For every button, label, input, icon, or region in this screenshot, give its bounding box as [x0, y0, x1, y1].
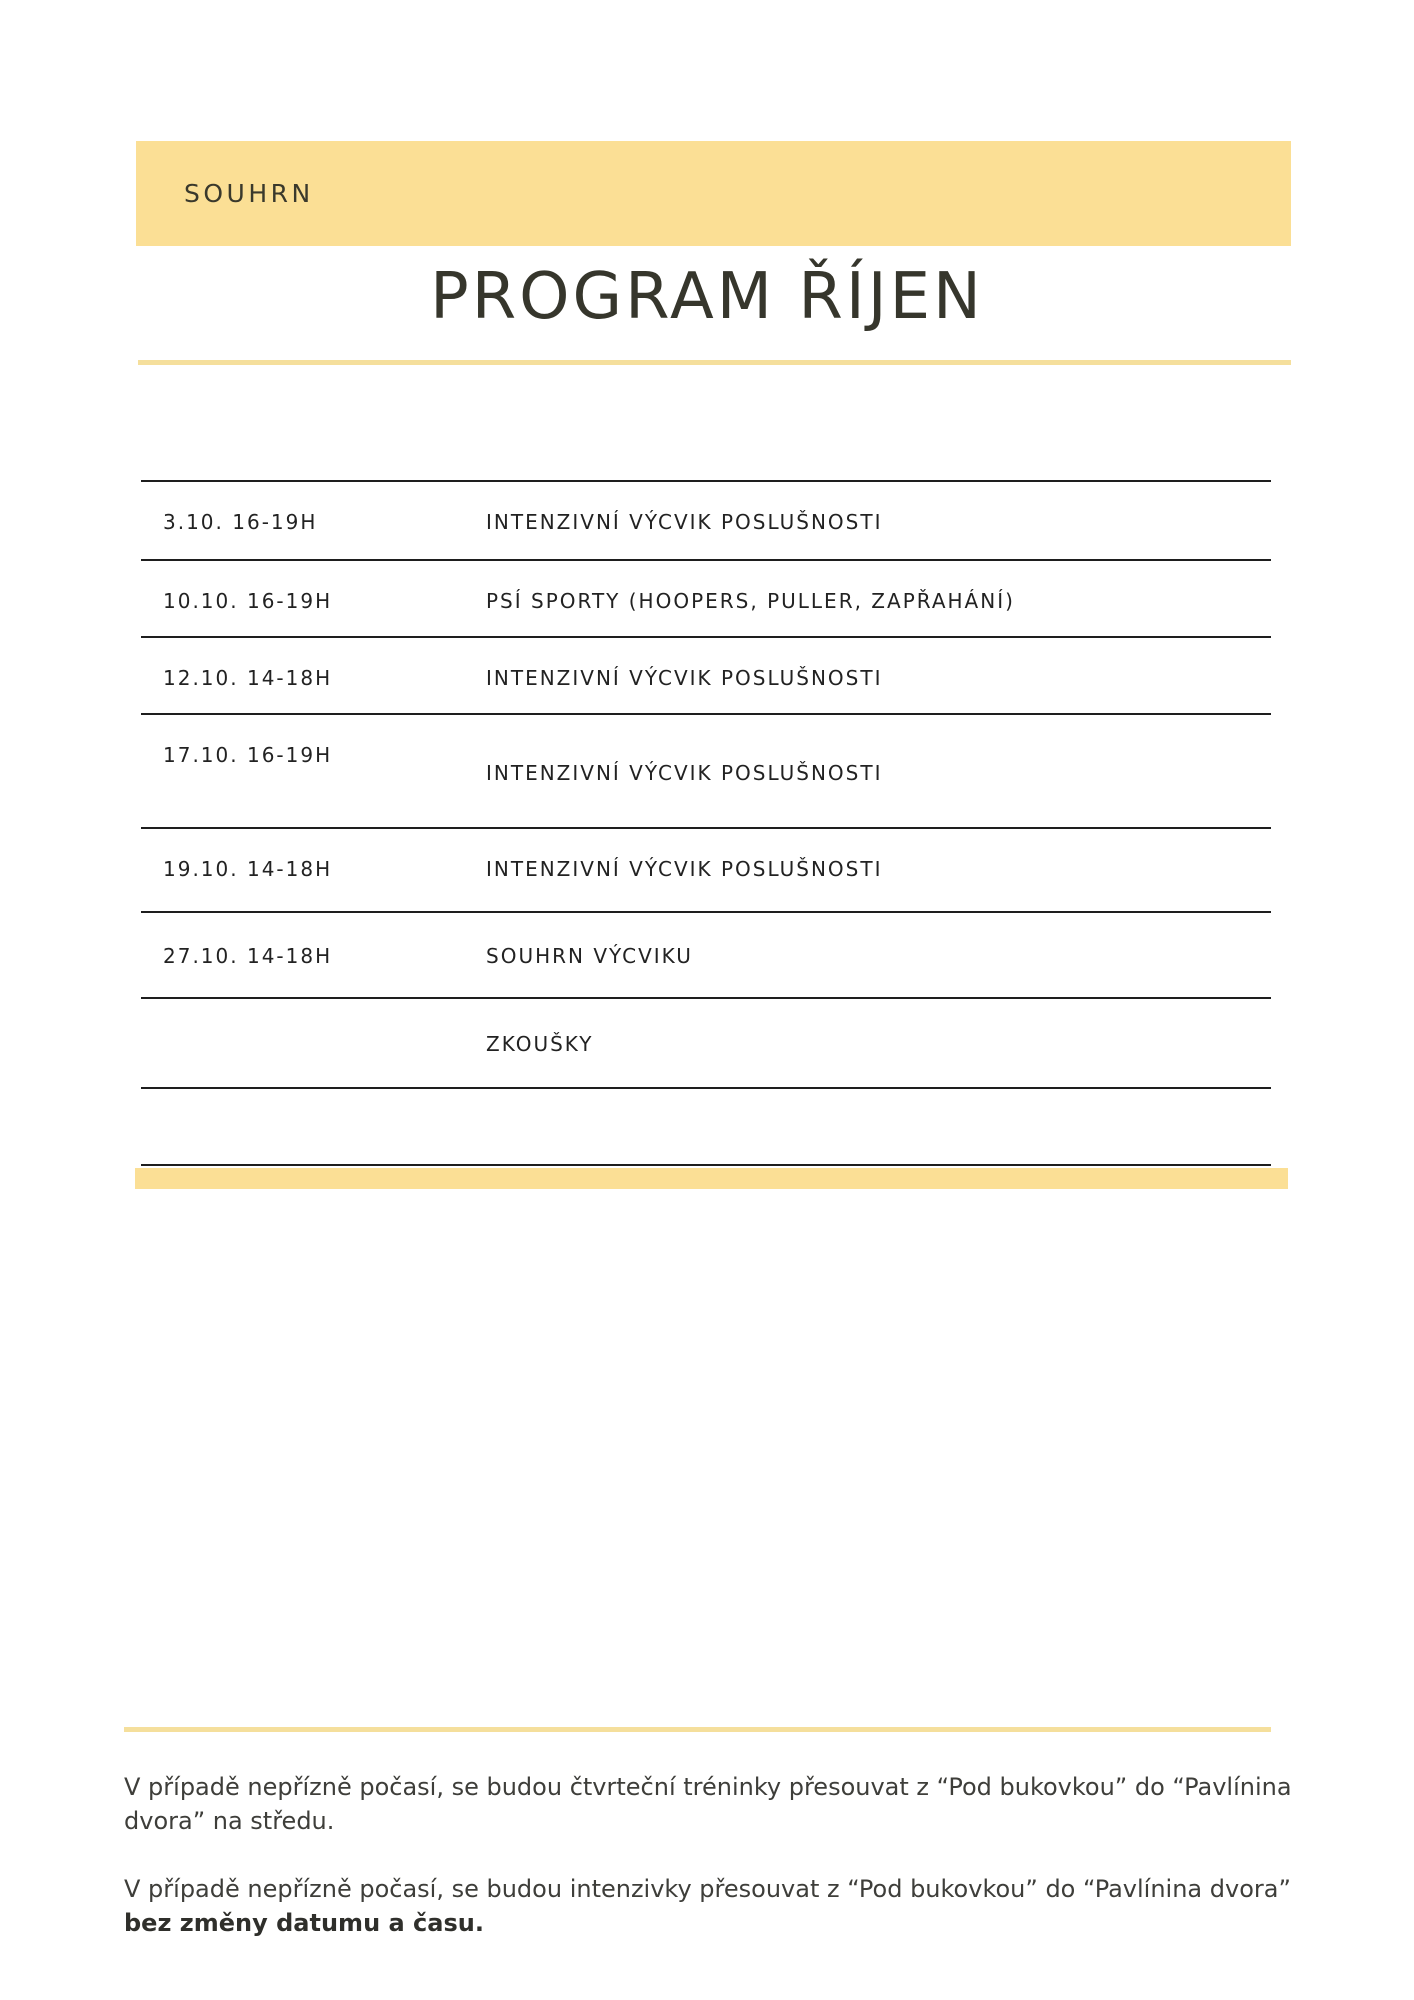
schedule-activity: PSÍ SPORTY (HOOPERS, PULLER, ZAPŘAHÁNÍ) [486, 589, 1015, 613]
schedule-row [141, 715, 1271, 829]
schedule-row-empty [141, 1089, 1271, 1166]
schedule-row [141, 482, 1271, 561]
footer-divider [124, 1727, 1271, 1732]
footer-notes [124, 1770, 1294, 1974]
title-divider [138, 360, 1291, 365]
weather-note-thursday: V případě nepřízně počasí, se budou čtvrteční tréninky přesouvat z “Pod bukovkou” do “Pavlínina dvora” na středu. [124, 1773, 1292, 1835]
schedule-activity: INTENZIVNÍ VÝCVIK POSLUŠNOSTI [486, 510, 883, 534]
schedule-row [141, 638, 1271, 715]
schedule-activity: ZKOUŠKY [486, 1032, 594, 1056]
schedule-date: 19.10. 14-18H [163, 857, 333, 881]
weather-note-intensive [124, 1872, 1294, 1940]
schedule-date: 10.10. 16-19H [163, 589, 333, 613]
page-title: PROGRAM ŘÍJEN [430, 260, 984, 334]
schedule-row [141, 829, 1271, 913]
schedule-date: 12.10. 14-18H [163, 666, 333, 690]
schedule-activity: INTENZIVNÍ VÝCVIK POSLUŠNOSTI [486, 761, 883, 785]
section-label: SOUHRN [184, 179, 314, 208]
schedule-activity: INTENZIVNÍ VÝCVIK POSLUŠNOSTI [486, 857, 883, 881]
schedule-activity: INTENZIVNÍ VÝCVIK POSLUŠNOSTI [486, 666, 883, 690]
schedule-date: 27.10. 14-18H [163, 944, 333, 968]
weather-note-intensive-bold: bez změny datumu a času. [124, 1909, 484, 1937]
schedule-date: 17.10. 16-19H [163, 743, 333, 767]
schedule-date: 3.10. 16-19H [163, 510, 318, 534]
schedule-table [141, 480, 1271, 1166]
schedule-activity: SOUHRN VÝCVIKU [486, 944, 693, 968]
header-band [136, 141, 1291, 246]
schedule-row [141, 561, 1271, 638]
table-bottom-band [135, 1168, 1288, 1189]
schedule-row [141, 913, 1271, 999]
weather-note-intensive-text: V případě nepřízně počasí, se budou intenzivky přesouvat z “Pod bukovkou” do “Pavlínina dvora” [124, 1875, 1291, 1903]
schedule-row [141, 999, 1271, 1089]
